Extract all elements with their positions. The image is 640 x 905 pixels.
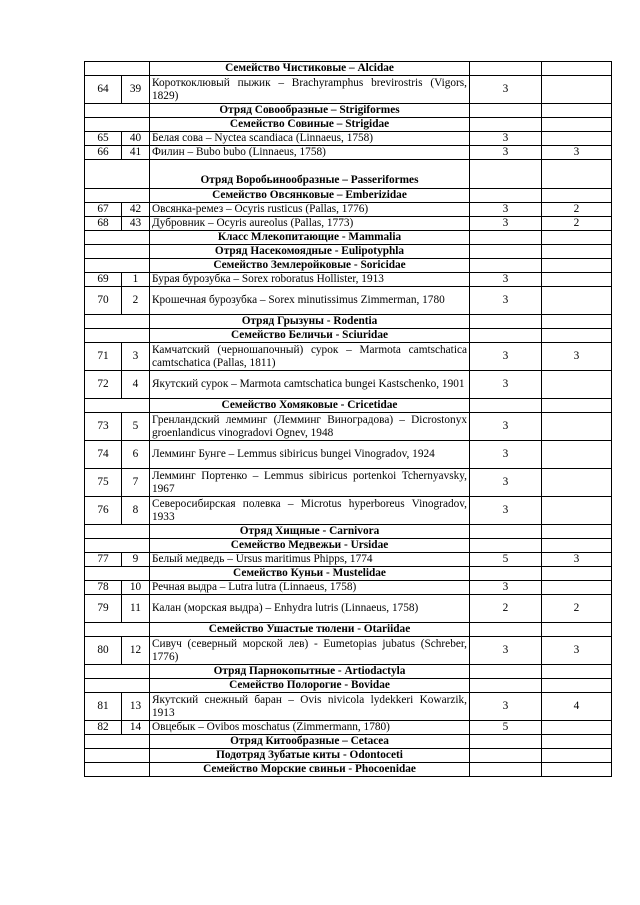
empty-cell: [85, 104, 150, 118]
species-row: [85, 146, 612, 160]
species-name: Лемминг Портенко – Lemmus sibiricus portenkoi Tchernyavsky, 1967: [150, 469, 470, 497]
species-name: Речная выдра – Lutra lutra (Linnaeus, 1758): [150, 581, 470, 595]
taxon-header: Отряд Насекомоядные - Eulipotyphla: [150, 245, 470, 259]
taxon-header: Семейство Куньи - Mustelidae: [150, 567, 470, 581]
species-number: 6: [122, 441, 150, 469]
taxon-header: Класс Млекопитающие - Mammalia: [150, 231, 470, 245]
empty-cell: [470, 315, 542, 329]
row-number: 73: [85, 413, 122, 441]
empty-cell: [85, 329, 150, 343]
taxon-header: Семейство Беличьи - Sciuridae: [150, 329, 470, 343]
empty-cell: [470, 118, 542, 132]
status-value: [542, 469, 612, 497]
species-row: [85, 693, 612, 721]
empty-cell: [542, 104, 612, 118]
empty-cell: [470, 763, 542, 777]
empty-cell: [542, 231, 612, 245]
species-row: [85, 721, 612, 735]
status-value: [542, 721, 612, 735]
empty-cell: [85, 763, 150, 777]
row-number: 67: [85, 203, 122, 217]
taxon-header-row: [85, 245, 612, 259]
category-value: 3: [470, 441, 542, 469]
taxon-header: Подотряд Зубатые киты - Odontoceti: [150, 749, 470, 763]
taxon-header: Семейство Совиные – Strigidae: [150, 118, 470, 132]
category-value: 3: [470, 413, 542, 441]
taxon-header-row: [85, 623, 612, 637]
status-value: 4: [542, 693, 612, 721]
status-value: [542, 132, 612, 146]
species-number: 10: [122, 581, 150, 595]
species-name: Гренландский лемминг (Лемминг Виноградова) – Dicrostonyx groenlandicus vinogradovi Ognev, 1948: [150, 413, 470, 441]
empty-cell: [85, 525, 150, 539]
empty-cell: [542, 665, 612, 679]
empty-cell: [85, 259, 150, 273]
empty-cell: [470, 539, 542, 553]
empty-cell: [85, 665, 150, 679]
status-value: 2: [542, 595, 612, 623]
row-number: 78: [85, 581, 122, 595]
empty-cell: [85, 399, 150, 413]
empty-cell: [542, 245, 612, 259]
row-number: 66: [85, 146, 122, 160]
empty-cell: [85, 118, 150, 132]
status-value: [542, 441, 612, 469]
category-value: 3: [470, 637, 542, 665]
species-number: 8: [122, 497, 150, 525]
species-name: Дубровник – Ocyris aureolus (Pallas, 1773): [150, 217, 470, 231]
species-name: Овсянка-ремез – Ocyris rusticus (Pallas, 1776): [150, 203, 470, 217]
species-number: 42: [122, 203, 150, 217]
empty-cell: [542, 525, 612, 539]
species-name: Сивуч (северный морской лев) - Eumetopias jubatus (Schreber, 1776): [150, 637, 470, 665]
species-number: 40: [122, 132, 150, 146]
species-name: Белая сова – Nyctea scandiaca (Linnaeus, 1758): [150, 132, 470, 146]
taxon-header-row: [85, 189, 612, 203]
taxon-header-row: [85, 104, 612, 118]
species-row: [85, 469, 612, 497]
species-number: 13: [122, 693, 150, 721]
empty-cell: [470, 104, 542, 118]
taxon-header: Семейство Землеройковые - Soricidae: [150, 259, 470, 273]
species-name: Бурая бурозубка – Sorex roboratus Hollister, 1913: [150, 273, 470, 287]
empty-cell: [542, 189, 612, 203]
category-value: 3: [470, 469, 542, 497]
species-name: Белый медведь – Ursus maritimus Phipps, 1774: [150, 553, 470, 567]
category-value: 3: [470, 497, 542, 525]
species-name: Калан (морская выдра) – Enhydra lutris (Linnaeus, 1758): [150, 595, 470, 623]
empty-cell: [85, 623, 150, 637]
row-number: 64: [85, 76, 122, 104]
taxon-header: Отряд Китообразные – Cetacea: [150, 735, 470, 749]
status-value: 2: [542, 217, 612, 231]
taxon-header-row: [85, 315, 612, 329]
species-row: [85, 132, 612, 146]
species-number: 41: [122, 146, 150, 160]
species-row: [85, 287, 612, 315]
empty-cell: [85, 189, 150, 203]
species-number: 3: [122, 343, 150, 371]
taxon-header: Семейство Хомяковые - Cricetidae: [150, 399, 470, 413]
empty-cell: [542, 160, 612, 189]
species-number: 39: [122, 76, 150, 104]
species-row: [85, 371, 612, 399]
empty-cell: [85, 62, 150, 76]
species-row: [85, 497, 612, 525]
taxon-header-row: [85, 665, 612, 679]
species-number: 43: [122, 217, 150, 231]
category-value: 3: [470, 581, 542, 595]
empty-cell: [470, 623, 542, 637]
empty-cell: [470, 245, 542, 259]
empty-cell: [85, 749, 150, 763]
empty-cell: [470, 231, 542, 245]
species-name: Камчатский (черношапочный) сурок – Marmota camtschatica camtschatica (Pallas, 1811): [150, 343, 470, 371]
empty-cell: [85, 231, 150, 245]
status-value: [542, 287, 612, 315]
taxon-header-row: [85, 735, 612, 749]
species-name: Короткоклювый пыжик – Brachyramphus brevirostris (Vigors, 1829): [150, 76, 470, 104]
empty-cell: [470, 749, 542, 763]
species-name: Якутский сурок – Marmota camtschatica bungei Kastschenko, 1901: [150, 371, 470, 399]
row-number: 76: [85, 497, 122, 525]
species-row: [85, 343, 612, 371]
taxon-header: Семейство Полорогие - Bovidae: [150, 679, 470, 693]
empty-cell: [542, 539, 612, 553]
species-number: 7: [122, 469, 150, 497]
row-number: 69: [85, 273, 122, 287]
species-name: Якутский снежный баран – Ovis nivicola lydekkeri Kowarzik, 1913: [150, 693, 470, 721]
species-name: Северосибирская полевка – Microtus hyperboreus Vinogradov, 1933: [150, 497, 470, 525]
empty-cell: [470, 399, 542, 413]
taxon-header: Отряд Хищные - Carnivora: [150, 525, 470, 539]
species-row: [85, 413, 612, 441]
row-number: 65: [85, 132, 122, 146]
status-value: [542, 581, 612, 595]
species-row: [85, 76, 612, 104]
category-value: 3: [470, 76, 542, 104]
taxon-header: Отряд Воробьинообразные – Passeriformes: [150, 160, 470, 189]
row-number: 82: [85, 721, 122, 735]
taxon-header-row: [85, 329, 612, 343]
empty-cell: [85, 245, 150, 259]
empty-cell: [542, 735, 612, 749]
species-number: 4: [122, 371, 150, 399]
taxon-header-row: [85, 399, 612, 413]
status-value: 2: [542, 203, 612, 217]
taxon-header: Отряд Совообразные – Strigiformes: [150, 104, 470, 118]
species-row: [85, 637, 612, 665]
species-row: [85, 595, 612, 623]
taxon-header-row: [85, 525, 612, 539]
row-number: 81: [85, 693, 122, 721]
row-number: 79: [85, 595, 122, 623]
taxon-header-row: [85, 231, 612, 245]
species-row: [85, 273, 612, 287]
empty-cell: [85, 539, 150, 553]
status-value: [542, 413, 612, 441]
species-row: [85, 581, 612, 595]
species-name: Лемминг Бунге – Lemmus sibiricus bungei Vinogradov, 1924: [150, 441, 470, 469]
empty-cell: [542, 763, 612, 777]
empty-cell: [542, 399, 612, 413]
empty-cell: [542, 567, 612, 581]
category-value: 3: [470, 371, 542, 399]
species-row: [85, 553, 612, 567]
species-name: Крошечная бурозубка – Sorex minutissimus Zimmerman, 1780: [150, 287, 470, 315]
status-value: 3: [542, 553, 612, 567]
taxon-header: Семейство Морские свиньи - Phocoenidae: [150, 763, 470, 777]
species-row: [85, 217, 612, 231]
species-number: 14: [122, 721, 150, 735]
species-name: Филин – Bubo bubo (Linnaeus, 1758): [150, 146, 470, 160]
empty-cell: [542, 749, 612, 763]
row-number: 70: [85, 287, 122, 315]
status-value: [542, 76, 612, 104]
row-number: 68: [85, 217, 122, 231]
empty-cell: [470, 679, 542, 693]
category-value: 3: [470, 132, 542, 146]
empty-cell: [542, 315, 612, 329]
species-number: 11: [122, 595, 150, 623]
status-value: 3: [542, 343, 612, 371]
row-number: 74: [85, 441, 122, 469]
empty-cell: [470, 62, 542, 76]
taxon-header: Семейство Чистиковые – Alcidae: [150, 62, 470, 76]
category-value: 3: [470, 693, 542, 721]
empty-cell: [85, 315, 150, 329]
species-number: 9: [122, 553, 150, 567]
category-value: 5: [470, 721, 542, 735]
empty-cell: [542, 623, 612, 637]
status-value: [542, 273, 612, 287]
empty-cell: [470, 665, 542, 679]
taxon-header-row: [85, 118, 612, 132]
taxon-header-row: [85, 160, 612, 189]
category-value: 3: [470, 146, 542, 160]
taxon-header: Отряд Грызуны - Rodentia: [150, 315, 470, 329]
species-number: 1: [122, 273, 150, 287]
taxon-header: Семейство Медвежьи - Ursidae: [150, 539, 470, 553]
row-number: 71: [85, 343, 122, 371]
taxon-header-row: [85, 749, 612, 763]
status-value: 3: [542, 146, 612, 160]
taxon-header-row: [85, 259, 612, 273]
empty-cell: [470, 525, 542, 539]
empty-cell: [542, 679, 612, 693]
taxon-header-row: [85, 567, 612, 581]
category-value: 3: [470, 217, 542, 231]
category-value: 3: [470, 287, 542, 315]
empty-cell: [470, 735, 542, 749]
row-number: 72: [85, 371, 122, 399]
row-number: 75: [85, 469, 122, 497]
empty-cell: [470, 189, 542, 203]
taxon-header-row: [85, 62, 612, 76]
species-number: 12: [122, 637, 150, 665]
category-value: 5: [470, 553, 542, 567]
taxon-header-row: [85, 539, 612, 553]
empty-cell: [470, 567, 542, 581]
taxon-header: Семейство Овсянковые – Emberizidae: [150, 189, 470, 203]
empty-cell: [542, 62, 612, 76]
species-table-body: [85, 62, 612, 777]
category-value: 3: [470, 273, 542, 287]
status-value: [542, 497, 612, 525]
empty-cell: [85, 679, 150, 693]
species-name: Овцебык – Ovibos moschatus (Zimmermann, 1780): [150, 721, 470, 735]
taxon-header-row: [85, 763, 612, 777]
taxon-header: Отряд Парнокопытные - Artiodactyla: [150, 665, 470, 679]
taxon-header: Семейство Ушастые тюлени - Otariidae: [150, 623, 470, 637]
species-number: 2: [122, 287, 150, 315]
row-number: 77: [85, 553, 122, 567]
empty-cell: [470, 329, 542, 343]
empty-cell: [470, 160, 542, 189]
row-number: 80: [85, 637, 122, 665]
category-value: 2: [470, 595, 542, 623]
category-value: 3: [470, 203, 542, 217]
empty-cell: [85, 567, 150, 581]
status-value: [542, 371, 612, 399]
empty-cell: [542, 259, 612, 273]
species-row: [85, 203, 612, 217]
empty-cell: [85, 160, 150, 189]
empty-cell: [470, 259, 542, 273]
empty-cell: [85, 735, 150, 749]
empty-cell: [542, 118, 612, 132]
empty-cell: [542, 329, 612, 343]
species-row: [85, 441, 612, 469]
species-table: [84, 61, 612, 777]
category-value: 3: [470, 343, 542, 371]
taxon-header-row: [85, 679, 612, 693]
status-value: 3: [542, 637, 612, 665]
species-number: 5: [122, 413, 150, 441]
